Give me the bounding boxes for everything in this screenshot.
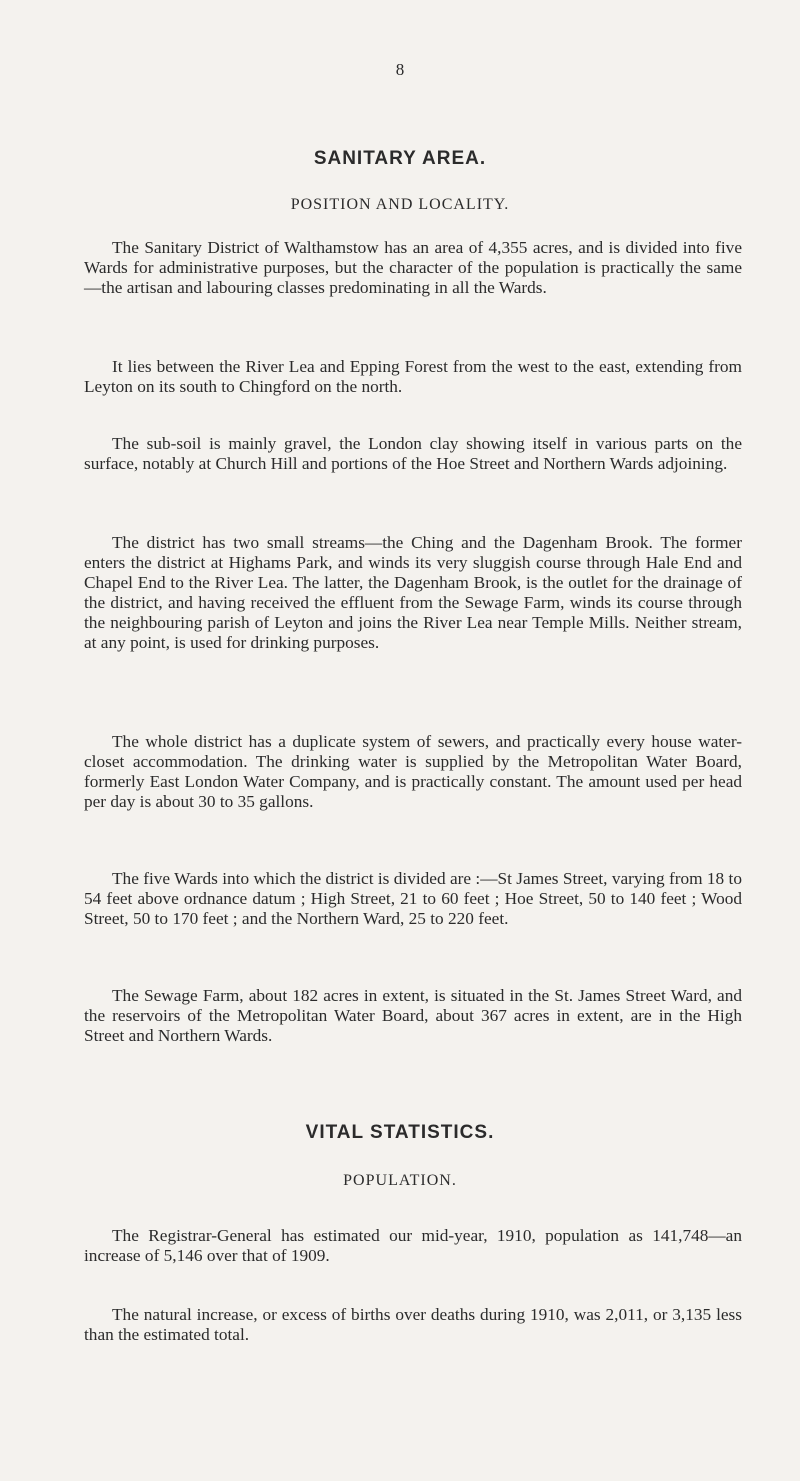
paragraph-streams: The district has two small streams—the Ching and the Dagenham Brook. The former enters the district at Highams Park, and winds its very sluggish course through Hale End and Chapel End to the River Lea. The latter, the Dagenham Brook, is the outlet for the drainage of the district, and having received the effluent from the Sewage Farm, winds its course through the neighbouring parish of Leyton and joins the River Lea near Temple Mills. Neither stream, at any point, is used for drinking purposes. — [84, 533, 742, 652]
sanitary-area-heading: SANITARY AREA. — [313, 148, 487, 169]
paragraph-sewage-farm: The Sewage Farm, about 182 acres in extent, is situated in the St. James Street Ward, and the reservoirs of the Metropolitan Water Board, about 367 acres in extent, are in the High Street and Northern Wards. — [84, 986, 742, 1045]
paragraph-area: The Sanitary District of Walthamstow has an area of 4,355 acres, and is divided into five Wards for administrative purposes, but the character of the population is practically the same—the artisan and labouring classes predominating in all the Wards. — [84, 238, 742, 297]
paragraph-population: The Registrar-General has estimated our mid-year, 1910, population as 141,748—an increase of 5,146 over that of 1909. — [84, 1226, 742, 1265]
position-locality-subheading: POSITION AND LOCALITY. — [290, 196, 510, 213]
paragraph-sewers-water: The whole district has a duplicate system of sewers, and practically every house water-closet accommodation. The drinking water is supplied by the Metropolitan Water Board, formerly East London Water Company, and is practically constant. The amount used per head per day is about 30 to 35 gallons. — [84, 732, 742, 811]
page-number: 8 — [395, 60, 405, 79]
population-subheading: POPULATION. — [343, 1172, 457, 1189]
paragraph-subsoil: The sub-soil is mainly gravel, the London clay showing itself in various parts on the surface, notably at Church Hill and portions of the Hoe Street and Northern Wards adjoining. — [84, 434, 742, 473]
paragraph-wards: The five Wards into which the district is divided are :—St James Street, varying from 18 to 54 feet above ordnance datum ; High Street, 21 to 60 feet ; Hoe Street, 50 to 140 feet ; Wood Street, 50 to 170 feet ; and the Northern Ward, 25 to 220 feet. — [84, 869, 742, 928]
paragraph-natural-increase: The natural increase, or excess of births over deaths during 1910, was 2,011, or 3,135 less than the estimated total. — [84, 1305, 742, 1344]
paragraph-boundaries: It lies between the River Lea and Epping Forest from the west to the east, extending from Leyton on its south to Chingford on the north. — [84, 357, 742, 396]
vital-statistics-heading: VITAL STATISTICS. — [305, 1122, 495, 1143]
